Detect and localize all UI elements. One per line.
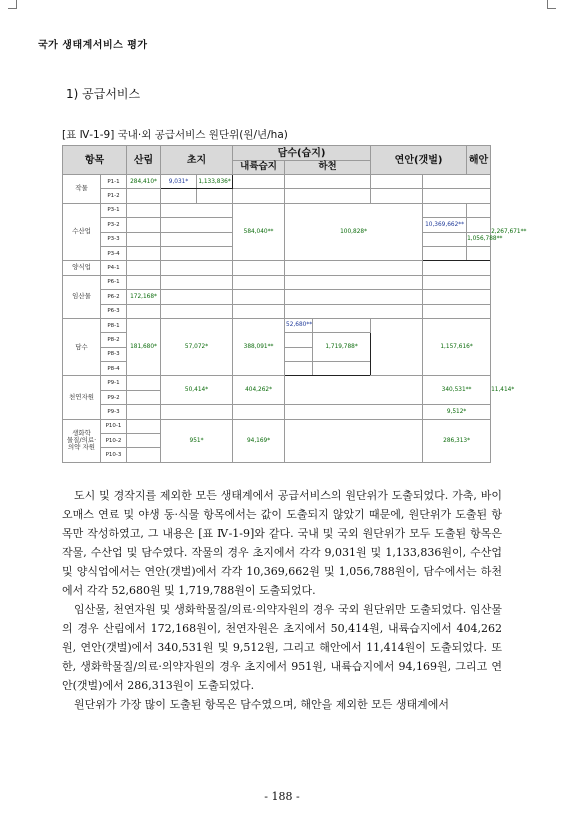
header-forest: 산림 [127,146,161,175]
value-cell: 94,169* [233,419,285,462]
section-heading: 1) 공급서비스 [66,87,141,101]
value-cell: 340,531** [423,376,491,405]
code-cell: P8-3 [101,347,127,361]
value-cell: 57,072* [161,318,233,376]
code-cell: P10-2 [101,434,127,448]
value-cell-boxed: 52,680** [285,318,313,332]
group-biochemical-line3: 의약 자원 [67,443,96,452]
header-grassland: 초지 [161,146,233,175]
header-inland-wetland: 내륙습지 [233,161,285,175]
group-fisheries: 수산업 [63,203,101,261]
code-cell: P10-1 [101,419,127,433]
code-cell: P8-2 [101,333,127,347]
group-freshwater: 담수 [63,318,101,376]
value-cell: 50,414* [161,376,233,405]
code-cell: P1-2 [101,189,127,203]
code-cell: P8-1 [101,318,127,332]
code-cell: P4-1 [101,261,127,275]
code-cell: P6-3 [101,304,127,318]
group-biochemical [63,419,101,462]
value-cell: 172,168* [127,290,161,304]
header-coastal: 연안(갯벌) [371,146,467,175]
group-biochemical-line1: 생화학 [72,429,91,438]
code-cell: P8-4 [101,362,127,376]
group-biochemical-line2: 물질/의료· [66,436,97,445]
code-cell: P3-2 [101,218,127,232]
value-cell-boxed: 10,369,662** [423,218,467,232]
value-cell: 404,262* [233,376,285,405]
crop-mark-top-left [8,0,17,9]
crop-mark-top-right [547,0,556,9]
value-cell: 584,040** [233,203,285,261]
running-header: 국가 생태계서비스 평가 [38,40,148,51]
code-cell: P3-1 [101,203,127,217]
value-cell: 388,091** [233,318,285,376]
code-cell: P6-1 [101,275,127,289]
body-text [62,486,502,714]
group-forest-products: 임산물 [63,275,101,318]
value-cell-boxed: 9,031* [161,175,197,189]
supply-service-table: 항목 산림 초지 담수(습지) 연안(갯벌) 해안 내륙습지 하천 작물 P1-1 284,410* 9,031* 1,133,836* P1-2 수산업 P3-1 584,040** 100,828* 2,267,671** P3-2 10,369,662** P3-3 1,056,788** P3-4 양식업 P4-1 임산물 P6-1 P6-2 172,168* P6-3 담수 P8-1 181,680* 57,072* 388,091** 52,680** 1,157,616* P8-2 1,719,788* P8-3 P8-4 천연자원 P9-1 50,414* 404,262* 340,531** 11,414* P9-2 P9-3 9,512* 생화학 물질/의료· 의약 자원 P10-1 951* 94,169* 286,313* P10-2 P10-3 [62,145,490,463]
header-freshwater: 담수(습지) [233,146,371,161]
code-cell: P3-4 [101,246,127,260]
group-aquaculture: 양식업 [63,261,101,275]
value-cell: 951* [161,419,233,462]
paragraph-2: 임산물, 천연자원 및 생화학물질/의료·의약자원의 경우 국외 원단위만 도출되었다. 임산물의 경우 산림에서 172,168원이, 천연자원은 초지에서 50,414원, 내륙습지에서 404,262원, 연안(갯벌)에서 340,531원 및 9,512원, 그리고 해안에서 11,414원이 도출되었다. 또한, 생화학물질/의료·의약자원의 경우 초지에서 951원, 내륙습지에서 94,169원, 그리고 연안(갯벌)에서 286,313원이 도출되었다. [62,603,502,692]
table-caption: [표 Ⅳ-1-9] 국내·외 공급서비스 원단위(원/년/ha) [62,129,288,141]
paragraph-1: 도시 및 경작지를 제외한 모든 생태계에서 공급서비스의 원단위가 도출되었다. 가축, 바이오매스 연료 및 야생 동·식물 항목에서는 값이 도출되지 않았기 때문에, 원단위가 도출된 항목만 작성하였고, 그 내용은 [표 Ⅳ-1-9]와 같다. 국내 및 국외 원단위가 모두 도출된 항목은 작물, 수산업 및 담수였다. 작물의 경우 초지에서 각각 9,031원 및 1,133,836원이, 수산업 및 양식업에서는 연안(갯벌)에서 각각 10,369,662원 및 1,056,788원이, 담수에서는 하천에서 각각 52,680원 및 1,719,788원이 도출되었다. [62,489,502,597]
value-cell: 1,133,836* [197,175,233,189]
code-cell: P9-3 [101,405,127,419]
code-cell: P3-3 [101,232,127,246]
page-number: - 188 - [264,790,300,803]
code-cell: P9-1 [101,376,127,390]
value-cell: 1,056,788** [467,232,491,246]
value-cell: 284,410* [127,175,161,189]
value-cell: 286,313* [423,419,491,462]
header-marine: 해안 [467,146,491,175]
paragraph-3: 원단위가 가장 많이 도출된 항목은 담수였으며, 해안을 제외한 모든 생태계에서 [74,698,449,711]
value-cell: 9,512* [423,405,491,419]
header-river: 하천 [285,161,371,175]
group-natural-resources: 천연자원 [63,376,101,419]
value-cell: 100,828* [285,203,423,261]
code-cell: P9-2 [101,390,127,404]
header-item: 항목 [63,146,127,175]
value-cell: 1,719,788* [313,333,371,362]
code-cell: P6-2 [101,290,127,304]
value-cell: 1,157,616* [423,318,491,376]
code-cell: P10-3 [101,448,127,462]
group-crops: 작물 [63,175,101,204]
code-cell: P1-1 [101,175,127,189]
value-cell: 181,680* [127,318,161,376]
